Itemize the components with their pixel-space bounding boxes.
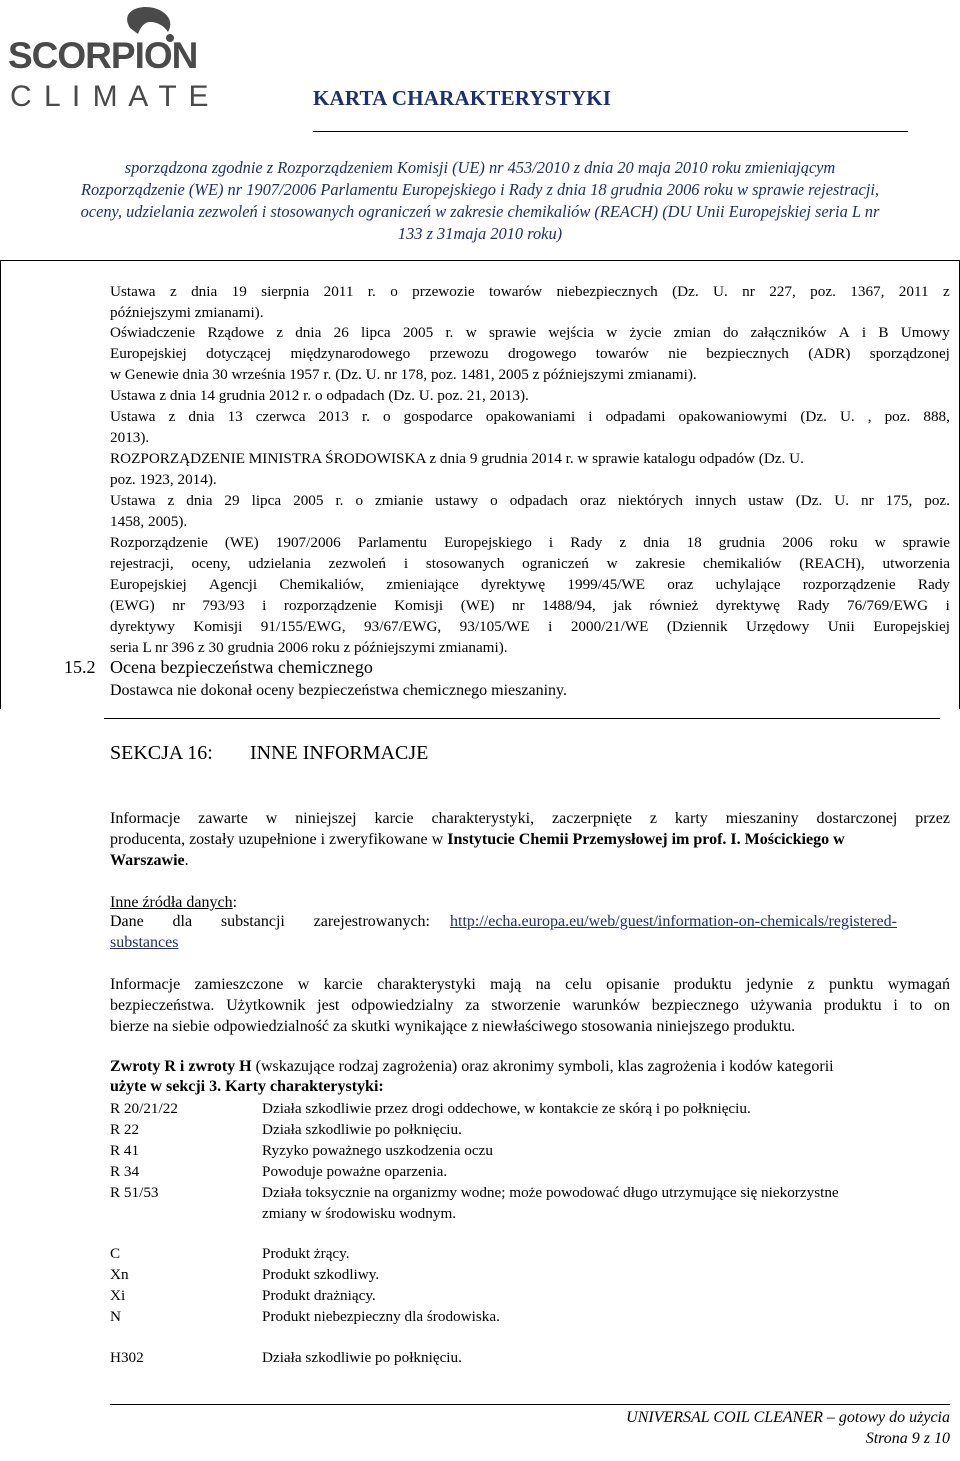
word: i	[548, 534, 554, 551]
footer-product: UNIVERSAL COIL CLEANER – gotowy do użycia	[626, 1409, 950, 1426]
word: niektórych	[618, 492, 683, 509]
sources-heading-colon: :	[232, 894, 238, 911]
word: zmieniające	[386, 576, 459, 593]
word: r.	[445, 324, 454, 341]
word: sprawie	[488, 324, 537, 341]
registered-line	[110, 933, 178, 952]
word: U.	[713, 283, 728, 300]
word: zamieszczone	[194, 976, 284, 993]
word: 93/105/WE	[459, 618, 530, 635]
word: opakowaniowymi	[678, 408, 788, 425]
word: (REACH),	[799, 555, 865, 572]
word: 888,	[923, 408, 950, 425]
word: o	[490, 492, 498, 509]
word: z	[807, 976, 815, 993]
registered-label	[110, 912, 430, 931]
word: 2006	[782, 534, 813, 551]
word: odpowiedzialny	[351, 997, 454, 1014]
legislation-line: ROZPORZĄDZENIE MINISTRA ŚRODOWISKA z dnia 9 grudnia 2014 r. w sprawie katalogu odpadów (Dz. U.	[110, 450, 804, 467]
word: karty	[674, 810, 708, 827]
section-title: Ocena bezpieczeństwa chemicznego	[110, 657, 373, 677]
word: A	[838, 324, 850, 341]
word: produktu	[823, 997, 882, 1014]
legislation-line: w Genewie dnia 30 września 1957 r. (Dz. U. nr 178, poz. 1481, 2005 z późniejszymi zmianami).	[110, 366, 697, 383]
word: i	[262, 597, 267, 614]
phrase-code: R 34	[110, 1163, 140, 1180]
word: z	[276, 324, 283, 341]
title-divider	[313, 131, 908, 132]
info-text: .	[184, 852, 189, 869]
legislation-line	[110, 282, 950, 301]
word: jak	[613, 597, 632, 614]
word: zawarte	[198, 810, 248, 827]
word: Urzędowy	[746, 618, 810, 635]
word: U.	[839, 408, 855, 425]
symbol-text: Produkt drażniący.	[262, 1287, 376, 1304]
word: Oświadczenie	[110, 324, 196, 341]
word: rejestracji,	[110, 555, 174, 572]
section-16-title: INNE INFORMACJE	[250, 742, 429, 764]
word: przez	[915, 810, 950, 827]
symbol-code: N	[110, 1308, 121, 1325]
word: sprawie	[902, 534, 950, 551]
word: Informacje	[110, 810, 181, 827]
phrase-code: R 51/53	[110, 1184, 159, 1201]
symbol-text: Produkt niebezpieczny dla środowiska.	[262, 1308, 500, 1325]
word: 19	[231, 283, 247, 300]
word: Unii	[827, 618, 855, 635]
word: innych	[694, 492, 737, 509]
word: dla	[172, 913, 193, 930]
phrases-heading-line2: użyte w sekcji 3. Karty charakterystyki:	[110, 1078, 384, 1095]
word: bezpiecznego	[651, 997, 739, 1014]
word: życie	[629, 324, 662, 341]
word: oraz	[579, 492, 607, 509]
legislation-line: późniejszymi zmianami).	[110, 304, 264, 321]
word: Dane	[110, 913, 144, 930]
echa-link[interactable]: http://echa.europa.eu/web/guest/information-on-chemicals/registered-	[450, 913, 897, 930]
word: nie	[668, 345, 687, 362]
word: z	[168, 408, 176, 425]
section-16-label: SEKCJA 16:	[110, 742, 213, 764]
word: (Dz.	[672, 283, 699, 300]
word: Rady	[917, 576, 950, 593]
word: dnia	[186, 492, 213, 509]
word: towarów	[595, 345, 649, 362]
word: w	[606, 555, 618, 572]
word: o	[390, 283, 398, 300]
word: odpadami	[605, 408, 666, 425]
section-number: 15.2	[64, 657, 96, 677]
word: charakterystyki	[377, 976, 476, 993]
word: opakowaniami	[485, 408, 576, 425]
word: (Dz.	[795, 492, 823, 509]
word: zezwoleń	[328, 555, 386, 572]
legislation-line: 2013).	[110, 429, 150, 446]
section-divider	[104, 718, 940, 719]
word: bezpieczeństwa.	[110, 997, 215, 1014]
word: substancji	[220, 913, 285, 930]
word: lipca	[361, 324, 391, 341]
document-title: KARTA CHARAKTERYSTYKI	[313, 86, 612, 110]
sources-heading	[110, 893, 237, 912]
legislation-line	[110, 407, 950, 426]
word: dyrektywę	[481, 576, 546, 593]
symbol-text: Produkt żrący.	[262, 1245, 350, 1262]
footer-page-number: Strona 9 z 10	[865, 1430, 950, 1447]
info-line	[110, 851, 189, 870]
info-line	[110, 809, 950, 828]
word: gospodarce	[403, 408, 473, 425]
phrase-text: Powoduje poważne oparzenia.	[262, 1163, 448, 1180]
info-line	[110, 830, 845, 849]
word: dnia	[191, 283, 218, 300]
word: mają	[490, 976, 522, 993]
legislation-line	[110, 575, 950, 594]
word: zakresie	[635, 555, 686, 572]
legislation-line	[110, 533, 950, 552]
word: nr	[742, 283, 755, 300]
phrase-text: Działa szkodliwie po połknięciu.	[262, 1121, 462, 1138]
word: to	[909, 997, 923, 1014]
word: w	[297, 976, 310, 993]
word: Komisji	[394, 597, 444, 614]
word: przewozu	[429, 345, 489, 362]
company-logo	[8, 2, 218, 110]
word: niebezpiecznych	[556, 283, 658, 300]
word: r.	[367, 283, 376, 300]
word: Europejskiego	[444, 534, 532, 551]
word: rozporządzenie	[802, 576, 896, 593]
word: stosowanych	[425, 555, 505, 572]
word: charakterystyki,	[431, 810, 535, 827]
word: ustaw	[748, 492, 784, 509]
phrase-code: R 20/21/22	[110, 1100, 178, 1117]
word: i	[548, 618, 553, 635]
phrase-text: Ryzyko poważnego uszkodzenia oczu	[262, 1142, 493, 1159]
institute-city: Warszawie	[110, 852, 185, 869]
word: karcie	[323, 976, 363, 993]
word: odpadach	[509, 492, 568, 509]
word: ograniczeń	[522, 555, 589, 572]
word: oraz	[667, 576, 694, 593]
footer-divider	[110, 1404, 950, 1405]
institute-name: Instytucie Chemii Przemysłowej im prof. I. Mościckiego w	[447, 831, 845, 848]
legislation-line	[110, 344, 950, 363]
word: Chemikaliów,	[279, 576, 364, 593]
word: drogowego	[508, 345, 577, 362]
phrase-text-continued: zmiany w środowisku wodnym.	[262, 1205, 457, 1222]
word: dnia	[643, 534, 670, 551]
word: nr	[511, 597, 525, 614]
word: z	[169, 283, 177, 300]
word: z	[649, 810, 657, 827]
document-subtitle	[40, 157, 920, 245]
word: za	[465, 997, 480, 1014]
word: (ADR)	[808, 345, 851, 362]
word: B	[878, 324, 889, 341]
word: 227,	[769, 283, 796, 300]
word: roku	[829, 534, 858, 551]
word: dotyczącej	[206, 345, 272, 362]
word: zmian	[673, 324, 711, 341]
phrase-text: Działa szkodliwie po połknięciu.	[262, 1349, 462, 1366]
word: zmianie	[375, 492, 424, 509]
word: i	[861, 324, 867, 341]
word: ustawy	[435, 492, 479, 509]
info-text: producenta, zostały uzupełnione i zweryfikowane w	[110, 831, 448, 848]
phrase-text: Działa toksycznie na organizmy wodne; może powodować długo utrzymujące się niekorzystne	[262, 1184, 839, 1201]
legislation-line: seria L nr 396 z 30 grudnia 2006 roku z późniejszymi zmianami).	[110, 639, 508, 656]
word: na	[535, 976, 551, 993]
word: 29	[224, 492, 240, 509]
word: uchylające	[715, 576, 781, 593]
word: dnia	[188, 408, 215, 425]
subtitle-line: 133 z 31maja 2010 roku)	[397, 224, 563, 243]
word: i	[945, 597, 950, 614]
word: również	[649, 597, 699, 614]
phrase-code: R 22	[110, 1121, 140, 1138]
word: 2000/21/WE	[570, 618, 649, 635]
word: warunków	[572, 997, 640, 1014]
word: dyrektywę	[715, 597, 780, 614]
legislation-line: Ustawa z dnia 14 grudnia 2012 r. o odpadach (Dz. U. poz. 21, 2013).	[110, 387, 529, 404]
word: jedynie	[746, 976, 794, 993]
word: produktu	[673, 976, 732, 993]
word: 2005	[402, 324, 434, 341]
word: niniejszej	[295, 810, 357, 827]
word: w	[874, 534, 886, 551]
phrase-code: H302	[110, 1349, 144, 1366]
word: 91/155/EWG,	[260, 618, 346, 635]
word: dostarczonej	[816, 810, 898, 827]
word: poz.	[924, 492, 950, 509]
word: r.	[361, 408, 370, 425]
word: dyrektywy	[110, 618, 175, 635]
word: Europejskiej	[110, 576, 187, 593]
legislation-line	[110, 617, 950, 636]
word: (Dziennik	[666, 618, 728, 635]
legislation-line	[110, 323, 950, 342]
word: sierpnia	[261, 283, 310, 300]
word: w	[465, 324, 477, 341]
word: z	[619, 534, 627, 551]
word: towarów	[488, 283, 543, 300]
phrase-code: R 41	[110, 1142, 140, 1159]
word: międzynarodowego	[290, 345, 411, 362]
phrase-text: Działa szkodliwie przez drogi oddechowe, w kontakcie ze skórą i po połknięciu.	[262, 1100, 751, 1117]
word: 1488/94,	[542, 597, 596, 614]
symbol-code: Xn	[110, 1266, 129, 1283]
word: mieszaniny	[725, 810, 799, 827]
word: (WE)	[460, 597, 495, 614]
word: 1907/2006	[275, 534, 341, 551]
word: i	[893, 997, 898, 1014]
word: w	[265, 810, 278, 827]
word: Rozporządzenie	[110, 534, 208, 551]
word: 26	[333, 324, 349, 341]
word: (WE)	[224, 534, 259, 551]
word: załączników	[750, 324, 827, 341]
word: do	[723, 324, 739, 341]
subtitle-line: Rozporządzenie (WE) nr 1907/2006 Parlamentu Europejskiego i Rady z dnia 18 grudnia 2006 roku w sprawie rejestracji,	[80, 180, 880, 199]
word: poz.	[884, 408, 911, 425]
word: jest	[317, 997, 340, 1014]
phrases-heading-text: (wskazujące rodzaj zagrożenia) oraz akronimy symboli, klas zagrożenia i kodów kategorii	[251, 1058, 834, 1075]
word: stworzenie	[491, 997, 561, 1014]
word: Agencji	[209, 576, 258, 593]
word: 175,	[885, 492, 913, 509]
word: i	[588, 408, 593, 425]
word: z	[942, 283, 950, 300]
word: dnia	[295, 324, 322, 341]
word: z	[167, 492, 175, 509]
word: Rady	[797, 597, 830, 614]
word: r.	[335, 492, 344, 509]
legislation-line: poz. 1923, 2014).	[110, 471, 217, 488]
word: czerwca	[255, 408, 306, 425]
symbol-code: Xi	[110, 1287, 126, 1304]
word: Rządowe	[207, 324, 264, 341]
word: zaczerpnięte	[552, 810, 632, 827]
word: przewozie	[412, 283, 475, 300]
word: Informacje	[110, 976, 181, 993]
word: 793/93	[202, 597, 245, 614]
word: (EWG)	[110, 597, 155, 614]
word: wejścia	[548, 324, 594, 341]
phrases-heading	[110, 1057, 834, 1076]
legislation-line	[110, 491, 950, 510]
word: (Dz.	[800, 408, 827, 425]
word: bezpiecznych	[706, 345, 789, 362]
word: oceny,	[191, 555, 231, 572]
word: używania	[750, 997, 812, 1014]
word: U.	[834, 492, 850, 509]
usage-line	[110, 996, 950, 1015]
word: grudnia	[718, 534, 766, 551]
word: Ustawa	[110, 283, 156, 300]
word: Umowy	[900, 324, 950, 341]
word: Użytkownik	[226, 997, 306, 1014]
subtitle-line: oceny, udzielania zezwoleń i stosowanych ograniczeń w zakresie chemikaliów (REACH) (DU Unii Europejskiej seria L nr	[80, 202, 880, 221]
word: nr	[861, 492, 874, 509]
word: poz.	[810, 283, 836, 300]
word: Parlamentu	[357, 534, 427, 551]
sources-heading-text: Inne źródła danych	[110, 894, 233, 911]
word: 93/67/EWG,	[364, 618, 442, 635]
word: zarejestrowanych:	[313, 913, 430, 930]
word: 13	[227, 408, 243, 425]
symbol-text: Produkt szkodliwy.	[262, 1266, 380, 1283]
word: Rady	[570, 534, 603, 551]
word: 1999/45/WE	[567, 576, 645, 593]
legislation-line	[110, 554, 950, 573]
word: ,	[867, 408, 872, 425]
usage-line: bierze na siebie odpowiedzialność za skutki wynikające z niewłaściwego stosowania niniejszego produktu.	[110, 1018, 796, 1035]
word: Ustawa	[110, 492, 156, 509]
logo-brand-top: SCORPION	[8, 35, 198, 76]
logo-brand-bottom: C L I M A T E	[10, 80, 211, 110]
word: celu	[565, 976, 592, 993]
symbol-code: C	[110, 1245, 121, 1262]
usage-line	[110, 975, 950, 994]
word: nr	[172, 597, 185, 614]
word: chemikaliów	[703, 555, 782, 572]
word: i	[403, 555, 409, 572]
word: 2011	[323, 283, 354, 300]
echa-link-continued[interactable]: substances	[110, 934, 179, 951]
legislation-line	[110, 596, 950, 615]
word: on	[933, 997, 950, 1014]
word: udzielania	[248, 555, 311, 572]
section-text: Dostawca nie dokonał oceny bezpieczeństwa chemicznego mieszaniny.	[110, 682, 567, 699]
word: 18	[686, 534, 702, 551]
word: opisanie	[606, 976, 660, 993]
word: sporządzonej	[869, 345, 950, 362]
word: rozporządzenie	[283, 597, 377, 614]
word: 2011	[898, 283, 929, 300]
word: Europejskiej	[110, 345, 187, 362]
word: 76/769/EWG	[847, 597, 929, 614]
word: 2013	[318, 408, 349, 425]
scorpion-logo-graphic	[8, 2, 218, 110]
word: punktu	[828, 976, 874, 993]
word: wymagań	[887, 976, 950, 993]
word: Komisji	[193, 618, 243, 635]
word: karcie	[374, 810, 414, 827]
legislation-line: 1458, 2005).	[110, 513, 188, 530]
word: lipca	[251, 492, 282, 509]
word: w	[606, 324, 618, 341]
word: utworzenia	[882, 555, 950, 572]
word: Ustawa	[110, 408, 156, 425]
subtitle-line: sporządzona zgodnie z Rozporządzeniem Komisji (UE) nr 453/2010 z dnia 20 maja 2010 roku zmieniającym	[124, 158, 836, 177]
word: o	[355, 492, 364, 509]
word: 1367,	[850, 283, 885, 300]
word: o	[383, 408, 391, 425]
word: 2005	[293, 492, 324, 509]
word: Europejskiej	[873, 618, 950, 635]
phrases-heading-bold: Zwroty R i zwroty H	[110, 1058, 252, 1075]
